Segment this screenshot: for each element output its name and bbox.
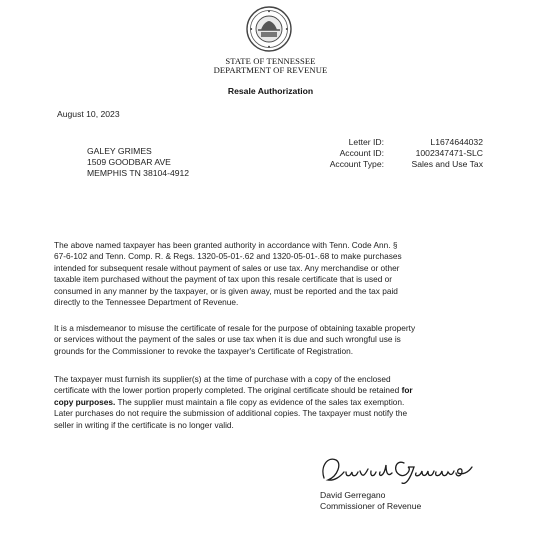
para3-line [54, 385, 492, 396]
para1-line: taxable item purchased without the payment of tax upon this resale certificate that is used or [54, 274, 393, 285]
para3-text: The supplier must maintain a file copy as evidence of the sales tax exemption. [115, 396, 405, 407]
para2-line: or services without the payment of the sales or use tax when it is due and such wrongful use is [54, 334, 401, 345]
recipient-name: GALEY GRIMES [87, 146, 152, 156]
signer-name: David Gerregano [320, 490, 386, 500]
para3-bold: copy purposes. [54, 396, 116, 407]
para3-line: seller in writing if the certificate is no longer valid. [54, 419, 234, 430]
para3-text: certificate with the lower portion properly completed. The original certificate should be retained [54, 385, 402, 396]
letter-id-label: Letter ID: [348, 137, 384, 147]
document-title: Resale Authorization [227, 86, 314, 96]
account-type-value: Sales and Use Tax [411, 159, 483, 169]
state-name: STATE OF TENNESSEE [225, 56, 316, 66]
letter-id-value: L1674644032 [430, 137, 483, 147]
para3-line: Later purchases do not require the submission of additional copies. The taxpayer must notify the [54, 408, 408, 419]
recipient-city: MEMPHIS TN 38104-4912 [87, 168, 190, 178]
recipient-street: 1509 GOODBAR AVE [87, 157, 171, 167]
account-id-label: Account ID: [339, 148, 384, 158]
para1-line: directly to the Tennessee Department of Revenue. [54, 297, 239, 308]
para1-line: 67-6-102 and Tenn. Comp. R. & Regs. 1320-05-01-.62 and 1320-05-01-.68 to make purchases [54, 251, 402, 262]
para1-line: intended for subsequent resale without payment of sales or use tax. Any merchandise or other [54, 262, 400, 273]
para2-line: grounds for the Commissioner to revoke the taxpayer's Certificate of Registration. [54, 345, 354, 356]
account-type-label: Account Type: [329, 159, 384, 169]
signature-image [316, 451, 476, 487]
para2-line: It is a misdemeanor to misuse the certificate of resale for the purpose of obtaining taxable property [54, 323, 416, 333]
signer-title: Commissioner of Revenue [320, 501, 422, 511]
paragraph-authority [54, 240, 492, 308]
para3-bold: for [401, 385, 413, 396]
paragraph-misdemeanor [54, 323, 492, 357]
paragraph-supplier [54, 374, 492, 431]
department-name: DEPARTMENT OF REVENUE [213, 65, 328, 75]
para3-line [54, 397, 492, 408]
state-seal-icon [246, 6, 292, 52]
para1-line: The above named taxpayer has been granted authority in accordance with Tenn. Code Ann. § [54, 240, 398, 250]
para3-line: The taxpayer must furnish its supplier(s) at the time of purchase with a copy of the enclosed [54, 374, 391, 384]
para1-line: consumed in any manner by the taxpayer, or is given away, must be reported and the tax paid [54, 285, 398, 296]
account-id-value: 1002347471-SLC [415, 148, 483, 158]
letter-date: August 10, 2023 [57, 109, 120, 119]
